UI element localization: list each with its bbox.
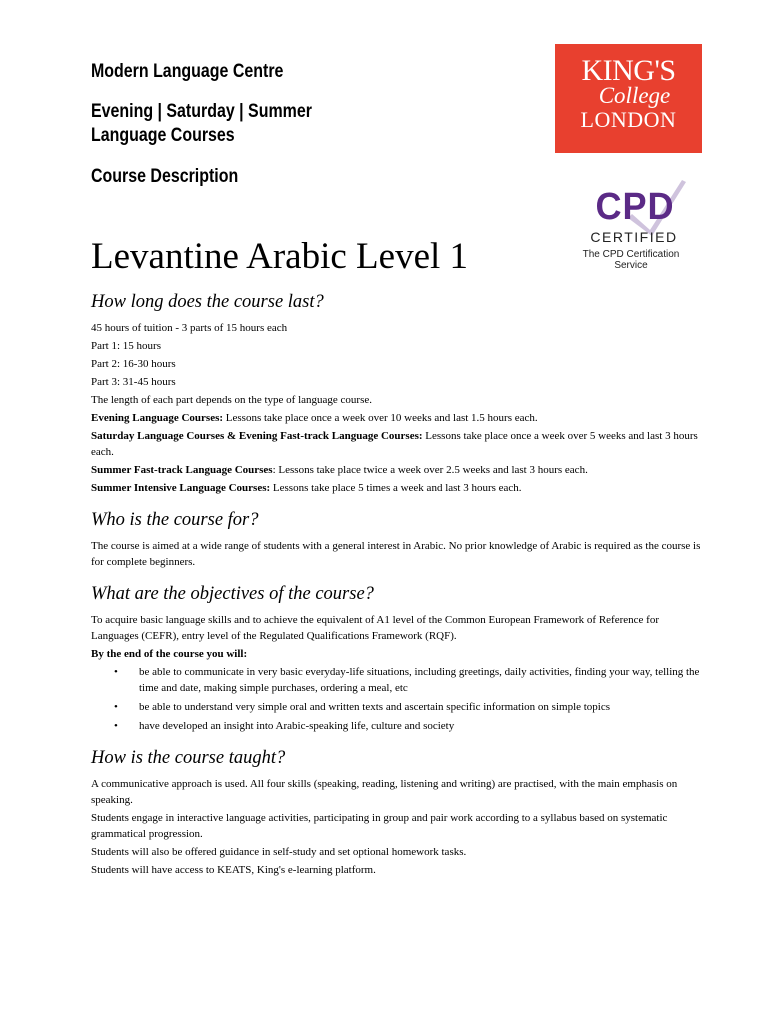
duration-total: 45 hours of tuition - 3 parts of 15 hours each [91, 322, 288, 334]
bullet-icon: • [114, 720, 118, 732]
duration-heading: How long does the course last? [91, 292, 324, 312]
course-title: Levantine Arabic Level 1 [91, 236, 469, 277]
summer-intensive-info: Summer Intensive Language Courses: Lessons take place 5 times a week and last 3 hours each. [91, 482, 522, 494]
duration-section [91, 290, 703, 496]
audience-text: The course is aimed at a wide range of students with a general interest in Arabic. No prior knowledge of Arabic is required as the course is for complete beginners. [91, 540, 701, 568]
length-note: The length of each part depends on the type of language course. [91, 394, 373, 406]
part-1-hours: Part 1: 15 hours [91, 340, 161, 352]
list-item: • have developed an insight into Arabic-speaking life, culture and society [114, 720, 455, 732]
objectives-heading: What are the objectives of the course? [91, 584, 374, 604]
part-2-hours: Part 2: 16-30 hours [91, 358, 176, 370]
list-item: • be able to understand very simple oral and written texts and ascertain specific information on simple topics [114, 701, 611, 713]
evening-courses-label: Evening Language Courses: [91, 412, 224, 424]
teaching-section [91, 746, 703, 878]
objectives-section [91, 582, 703, 734]
objectives-list [91, 664, 703, 734]
summer-intensive-label: Summer Intensive Language Courses: [91, 482, 271, 494]
course-description-body [91, 290, 703, 880]
cpd-certified-label: CERTIFIED [590, 229, 678, 245]
saturday-courses-label: Saturday Language Courses & Evening Fast-track Language Courses: [91, 430, 423, 442]
objectives-text: To acquire basic language skills and to achieve the equivalent of A1 level of the Common European Framework of Reference for Languages (CEFR), entry level of the Regulated Qualifications Framework (RQF). [91, 614, 659, 642]
teaching-approach: A communicative approach is used. All four skills (speaking, reading, listening and writing) are practised, with the main emphasis on speaking. [91, 778, 678, 806]
cpd-mark: CPD [595, 186, 675, 228]
document-type: Course Description [91, 166, 239, 187]
teaching-self-study: Students will also be offered guidance in self-study and set optional homework tasks. [91, 846, 467, 858]
cpd-service-name: The CPD Certification Service [582, 249, 680, 271]
logo-line-kings: KING'S [581, 54, 676, 87]
part-3-hours: Part 3: 31-45 hours [91, 376, 176, 388]
teaching-activities: Students engage in interactive language activities, participating in group and pair work according to a syllabus based on systematic grammatical progression. [91, 812, 668, 840]
saturday-courses-info: Saturday Language Courses & Evening Fast-track Language Courses: Lessons take place once a week over 5 weeks and last 3 hours each. [91, 430, 698, 458]
cpd-certified-badge [570, 178, 690, 276]
teaching-heading: How is the course taught? [91, 748, 286, 768]
audience-section [91, 508, 703, 570]
logo-line-college: College [598, 83, 671, 108]
logo-line-london: LONDON [580, 107, 677, 132]
bullet-icon: • [114, 701, 118, 713]
summer-fasttrack-info: Summer Fast-track Language Courses: Lessons take place twice a week over 2.5 weeks and last 3 hours each. [91, 464, 588, 476]
course-category: Language Courses [91, 125, 235, 146]
bullet-icon: • [114, 666, 118, 678]
course-schedule-types: Evening | Saturday | Summer [91, 101, 312, 122]
kings-college-london-logo [555, 44, 702, 153]
summer-fasttrack-label: Summer Fast-track Language Courses [91, 464, 273, 476]
teaching-keats: Students will have access to KEATS, King's e-learning platform. [91, 864, 376, 876]
evening-courses-info: Evening Language Courses: Lessons take place once a week over 10 weeks and last 1.5 hours each. [91, 412, 538, 424]
centre-name: Modern Language Centre [91, 61, 284, 82]
list-item: • be able to communicate in very basic everyday-life situations, including greetings, daily activities, finding your way, telling the time and date, making simple purchases, ordering a meal, etc [114, 666, 700, 694]
by-end-label: By the end of the course you will: [91, 648, 248, 660]
audience-heading: Who is the course for? [91, 510, 259, 530]
